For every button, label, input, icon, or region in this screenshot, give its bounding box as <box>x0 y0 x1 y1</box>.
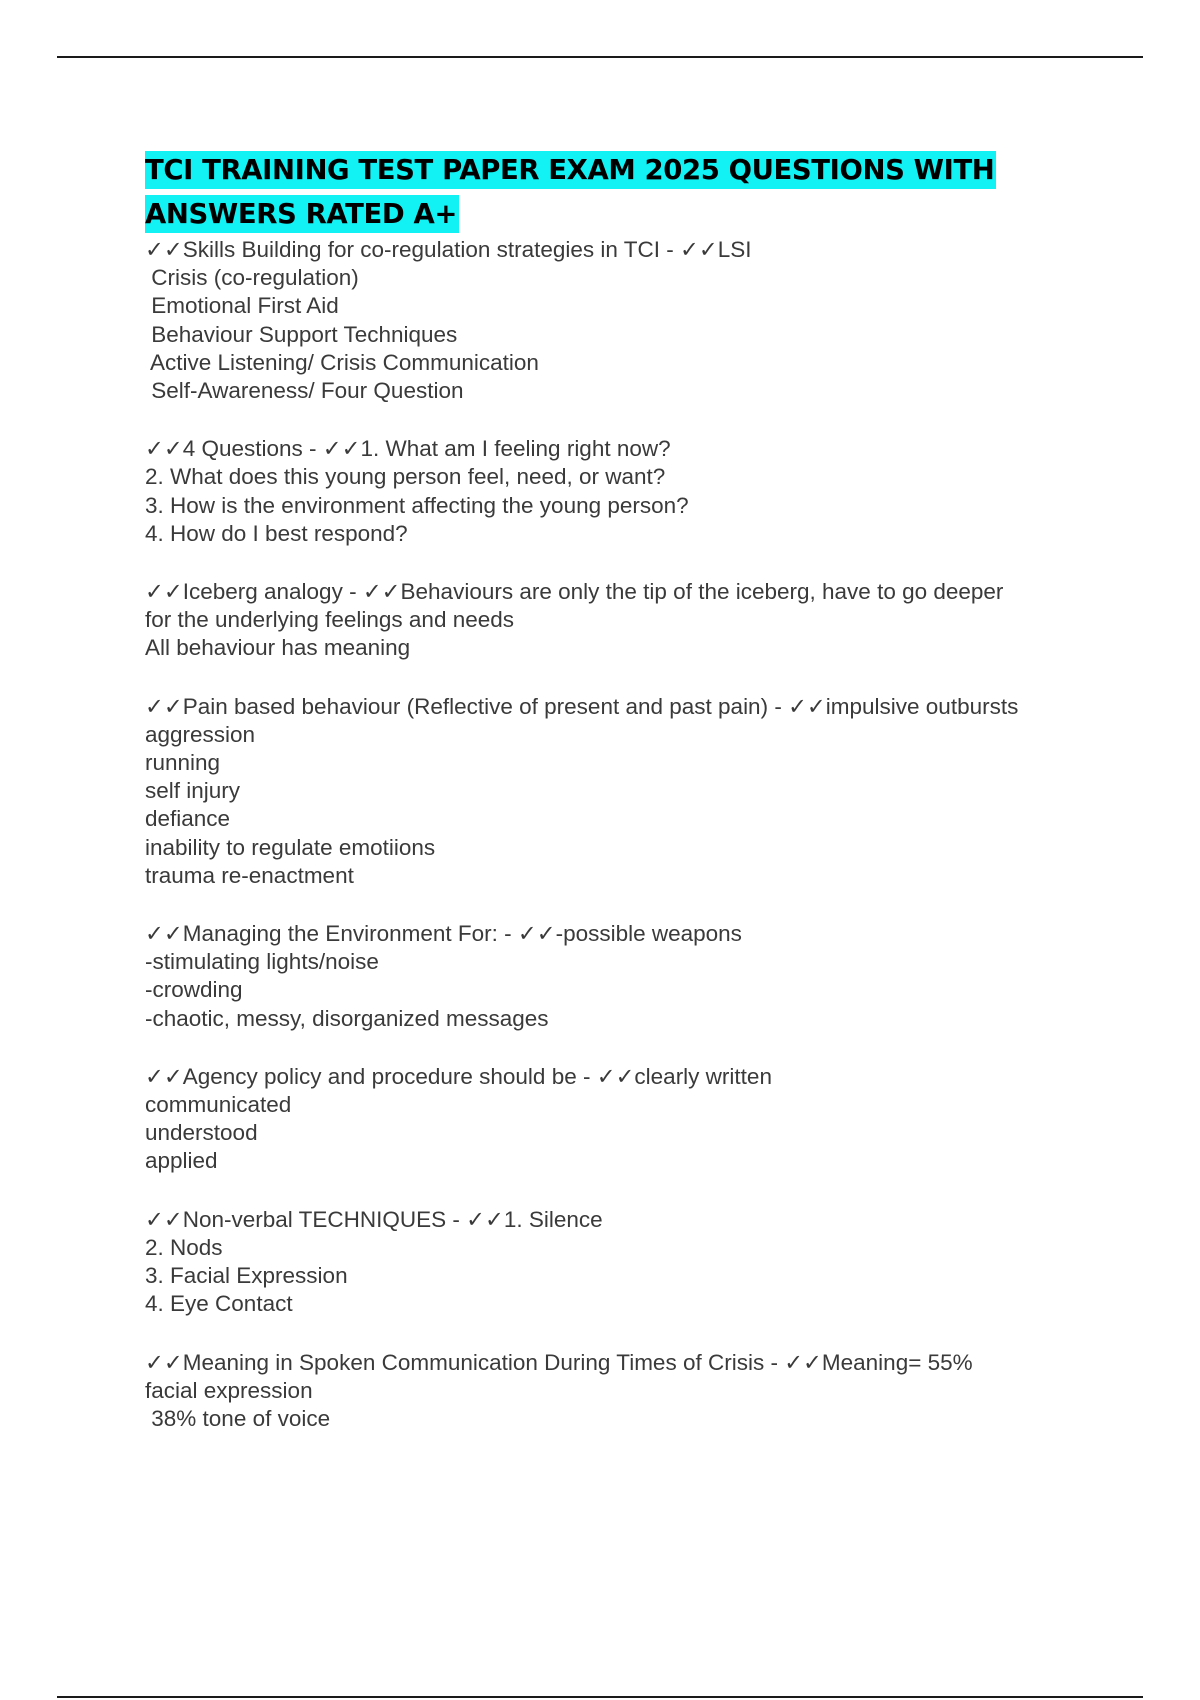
qa-answer-line: defiance <box>145 806 231 832</box>
qa-answer-line: understood <box>145 1120 258 1146</box>
qa-answer-line: Self-Awareness/ Four Question <box>145 378 464 404</box>
qa-answer-line: -crowding <box>145 977 243 1003</box>
qa-answer-line: communicated <box>145 1092 292 1118</box>
bottom-divider <box>57 1696 1143 1698</box>
qa-answer-line: running <box>145 750 221 776</box>
qa-question: ✓✓Pain based behaviour (Reflective of present and past pain) - ✓✓impulsive outbursts <box>145 693 1019 719</box>
document-title <box>145 148 1105 236</box>
qa-answer-line: 4. How do I best respond? <box>145 520 408 546</box>
qa-answer-line: 2. What does this young person feel, need, or want? <box>145 464 666 490</box>
qa-answer-line: -chaotic, messy, disorganized messages <box>145 1005 549 1031</box>
qa-answer-line: -stimulating lights/noise <box>145 949 379 975</box>
qa-answer-line: aggression <box>145 721 256 747</box>
qa-question: ✓✓Meaning in Spoken Communication During Times of Crisis - ✓✓Meaning= 55% <box>145 1349 973 1375</box>
qa-answer-line: Behaviour Support Techniques <box>145 321 458 347</box>
qa-item <box>145 435 1105 548</box>
qa-answer-line: Crisis (co-regulation) <box>145 265 359 291</box>
qa-item <box>145 920 1105 1033</box>
qa-question: ✓✓4 Questions - ✓✓1. What am I feeling right now? <box>145 436 671 462</box>
qa-item <box>145 1063 1105 1176</box>
qa-item <box>145 693 1105 890</box>
qa-item <box>145 1206 1105 1319</box>
qa-answer-line: 2. Nods <box>145 1234 223 1260</box>
qa-answer-line: self injury <box>145 778 241 804</box>
qa-answer-line: 3. How is the environment affecting the young person? <box>145 492 689 518</box>
document-title-highlight: TCI TRAINING TEST PAPER EXAM 2025 QUESTIONS WITH ANSWERS RATED A+ <box>145 151 996 233</box>
qa-item <box>145 1349 1105 1434</box>
qa-question: ✓✓Managing the Environment For: - ✓✓-possible weapons <box>145 921 742 947</box>
qa-answer-line: applied <box>145 1148 218 1174</box>
qa-answer-line: trauma re-enactment <box>145 862 354 888</box>
qa-answer-line: Active Listening/ Crisis Communication <box>145 349 539 375</box>
qa-answer-line: inability to regulate emotiions <box>145 834 436 860</box>
qa-answer-line: 38% tone of voice <box>145 1405 331 1431</box>
qa-item <box>145 578 1105 663</box>
qa-question: ✓✓Agency policy and procedure should be - ✓✓clearly written <box>145 1063 772 1089</box>
qa-question: ✓✓Iceberg analogy - ✓✓Behaviours are only the tip of the iceberg, have to go deeper <box>145 579 1004 605</box>
qa-question: ✓✓Skills Building for co-regulation strategies in TCI - ✓✓LSI <box>145 237 752 262</box>
document-content <box>145 148 1105 1433</box>
qa-answer-line: 4. Eye Contact <box>145 1291 293 1317</box>
qa-question: ✓✓Non-verbal TECHNIQUES - ✓✓1. Silence <box>145 1206 603 1232</box>
qa-answer-line: facial expression <box>145 1377 313 1403</box>
top-divider <box>57 56 1143 58</box>
qa-item <box>145 236 1105 405</box>
qa-answer-line: for the underlying feelings and needs <box>145 607 515 633</box>
qa-answer-line: 3. Facial Expression <box>145 1263 348 1289</box>
qa-answer-line: All behaviour has meaning <box>145 635 411 661</box>
qa-answer-line: Emotional First Aid <box>145 293 339 319</box>
